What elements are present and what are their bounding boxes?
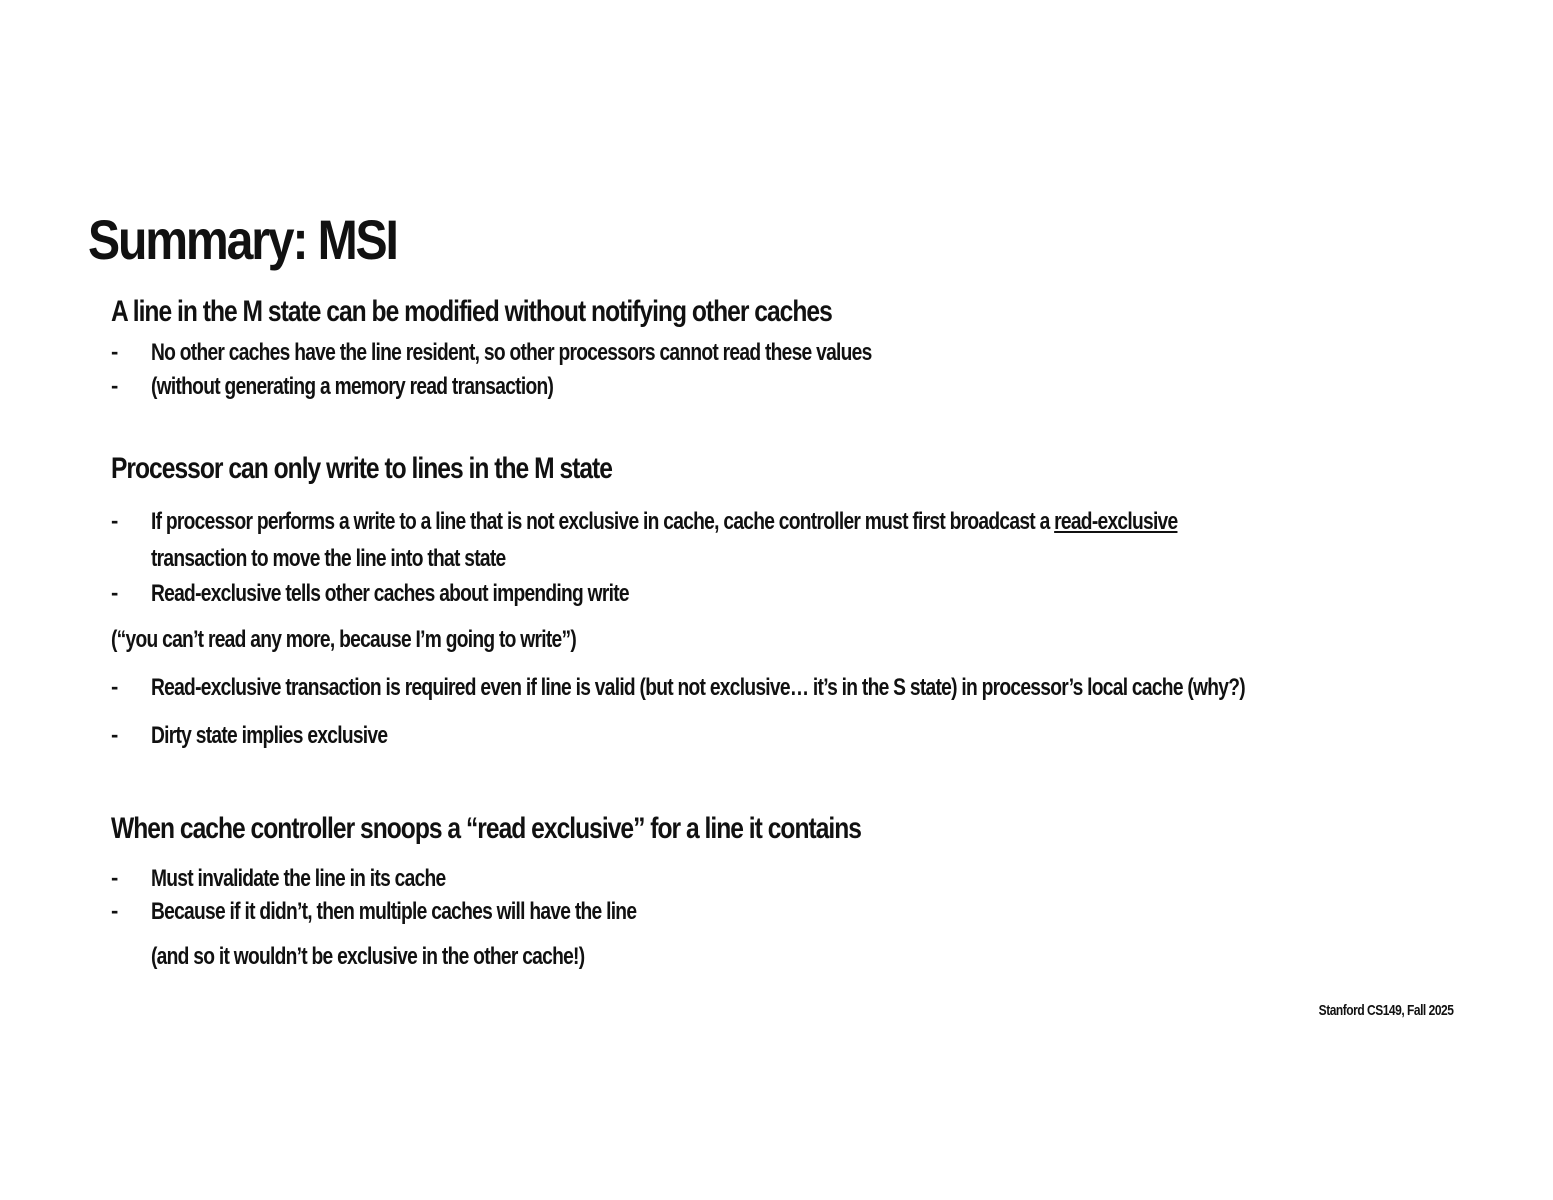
bullet-dash: - [111,865,119,890]
bullet-text [151,507,1177,537]
section-2-heading: Processor can only write to lines in the M state [111,452,612,485]
section-3-note: (and so it wouldn’t be exclusive in the other cache!) [151,943,585,970]
bullet-text: No other caches have the line resident, so other processors cannot read these values [151,339,872,366]
bullet-text: Read-exclusive tells other caches about impending write [151,580,629,607]
bullet-dash: - [111,580,119,605]
read-exclusive-term: read-exclusive [1054,508,1178,535]
bullet-dash: - [111,339,119,364]
bullet-dash: - [111,722,119,747]
footer-course-label: Stanford CS149, Fall 2025 [1318,1002,1453,1019]
bullet-dash: - [111,508,119,533]
bullet-text: Dirty state implies exclusive [151,722,388,749]
bullet-text-part: If processor performs a write to a line that is not exclusive in cache, cache controller must first broadcast a [151,508,1055,535]
bullet-text: Must invalidate the line in its cache [151,865,446,892]
bullet-dash: - [111,373,119,398]
slide-title: Summary: MSI [88,208,397,271]
section-3-heading: When cache controller snoops a “read exclusive” for a line it contains [111,812,861,845]
bullet-text: Because if it didn’t, then multiple caches will have the line [151,898,637,925]
section-1-heading: A line in the M state can be modified without notifying other caches [111,295,832,328]
bullet-dash: - [111,898,119,923]
section-2-note: (“you can’t read any more, because I’m going to write”) [111,626,577,653]
bullet-text: transaction to move the line into that state [151,545,506,572]
bullet-text: (without generating a memory read transaction) [151,373,554,400]
bullet-dash: - [111,674,119,699]
bullet-text: Read-exclusive transaction is required even if line is valid (but not exclusive… it’s in the S state) in processor’s local cache (why?) [151,674,1245,701]
